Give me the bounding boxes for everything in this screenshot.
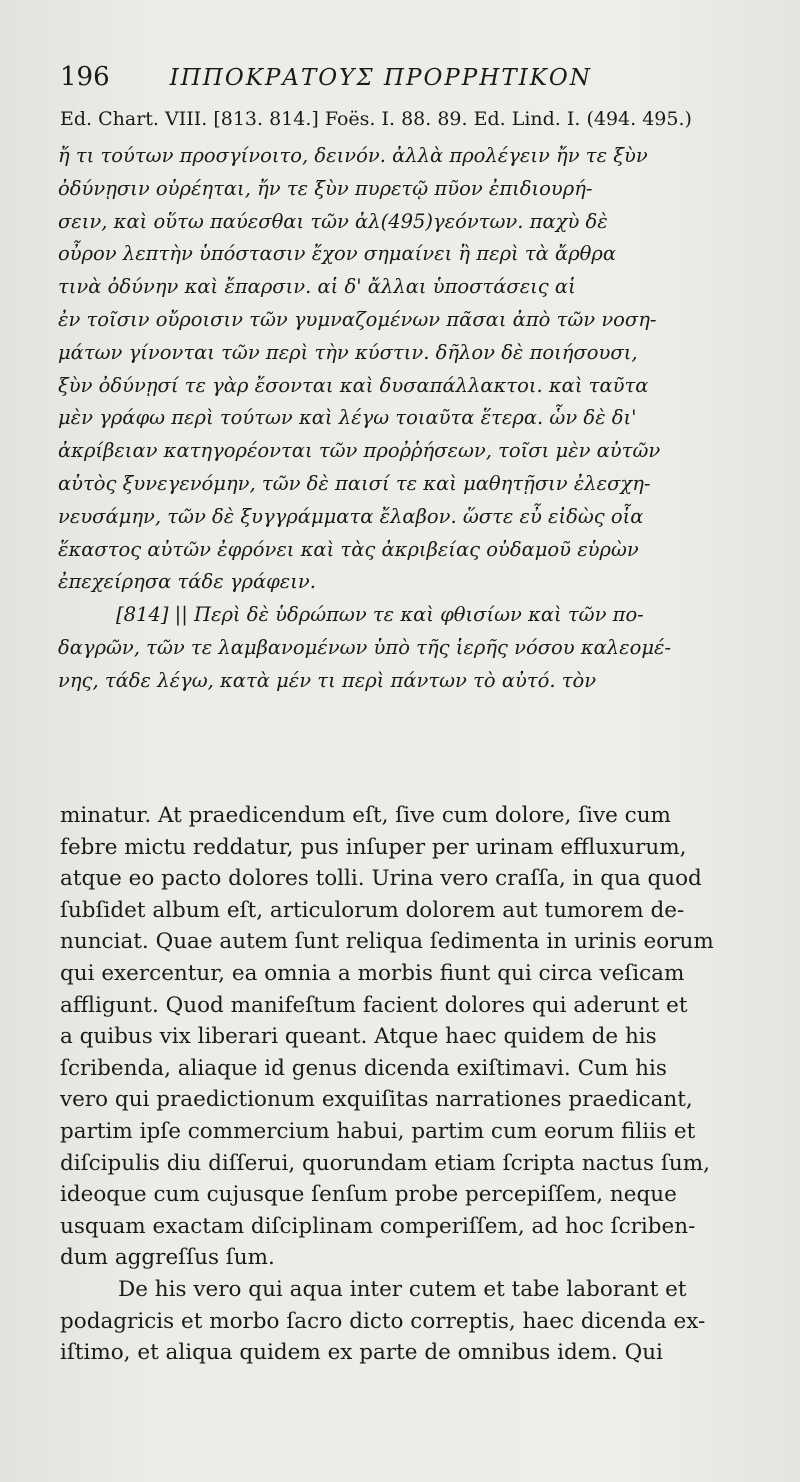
page-header xyxy=(60,62,770,92)
edition-reference-line: Ed. Chart. VIII. [813. 814.] Foës. I. 88. 89. Ed. Lind. I. (494. 495.) xyxy=(60,108,692,130)
latin-line: partim ipſe commercium habui, partim cum eorum filiis et xyxy=(60,1118,696,1144)
greek-line: νης, τάδε λέγω, κατὰ μέν τι περὶ πάντων τὸ αὐτό. τὸν xyxy=(58,668,597,692)
latin-line: atque eo pacto dolores tolli. Urina vero craſſa, in qua quod xyxy=(60,866,702,892)
latin-line: nunciat. Quae autem ſunt reliqua ſedimenta in urinis eorum xyxy=(60,929,714,955)
latin-line: a quibus vix liberari queant. Atque haec quidem de his xyxy=(60,1024,657,1050)
greek-line: νευσάμην, τῶν δὲ ξυγγράμματα ἔλαβον. ὥστε εὖ εἰδὼς οἷα xyxy=(58,504,644,528)
latin-line: De his vero qui aqua inter cutem et tabe laborant et xyxy=(118,1276,687,1302)
greek-line: ἀκρίβειαν κατηγορέονται τῶν προῤῥήσεων, τοῖσι μὲν αὐτῶν xyxy=(58,439,661,463)
latin-line: qui exercentur, ea omnia a morbis fiunt qui circa veſicam xyxy=(60,960,685,986)
latin-line: vero qui praedictionum exquiſitas narrationes praedicant, xyxy=(60,1087,693,1113)
greek-line: οὖρον λεπτὴν ὑπόστασιν ἔχον σημαίνει ἢ περὶ τὰ ἄρθρα xyxy=(58,242,617,266)
latin-line: diſcipulis diu diſſerui, quorundam etiam ſcripta nactus ſum, xyxy=(60,1150,710,1176)
greek-line: τινὰ ὀδύνην καὶ ἔπαρσιν. αἱ δ' ἄλλαι ὑποστάσεις αἱ xyxy=(58,275,576,299)
latin-line: affligunt. Quod manifeſtum facient dolores qui aderunt et xyxy=(60,992,688,1018)
latin-text-block xyxy=(60,800,784,1369)
greek-line: ἐπεχείρησα τάδε γράφειν. xyxy=(58,570,316,594)
greek-line: ἤ τι τούτων προσγίνοιτο, δεινόν. ἀλλὰ προλέγειν ἤν τε ξὺν xyxy=(58,144,648,167)
latin-line: minatur. At praedicendum eſt, ſive cum dolore, ſive cum xyxy=(60,803,671,828)
latin-line: ideoque cum cujusque ſenſum probe percepiſſem, neque xyxy=(60,1182,677,1208)
latin-line: usquam exactam diſciplinam comperiſſem, ad hoc ſcriben- xyxy=(60,1213,696,1239)
greek-line: δαγρῶν, τῶν τε λαμβανομένων ὑπὸ τῆς ἱερῆς νόσου καλεομέ- xyxy=(58,635,672,659)
greek-line: ὀδύνῃσιν οὐρέηται, ἤν τε ξὺν πυρετῷ πῦον ἐπιδιουρή- xyxy=(58,176,593,200)
page-number: 196 xyxy=(60,62,110,92)
greek-line: [814] || Περὶ δὲ ὑδρώπων τε καὶ φθισίων καὶ τῶν πο- xyxy=(116,603,644,627)
greek-line: ξὺν ὀδύνῃσί τε γὰρ ἔσονται καὶ δυσαπάλλακτοι. καὶ ταῦτα xyxy=(58,373,649,397)
greek-line: σειν, καὶ οὕτω παύεσθαι τῶν ἀλ(495)γεόντων. παχὺ δὲ xyxy=(58,209,608,233)
running-title: ΙΠΠΟΚΡΑΤΟΥΣ ΠΡΟΡΡΗΤΙΚΟΝ xyxy=(169,65,592,91)
latin-line: febre mictu reddatur, pus inſuper per urinam effluxurum, xyxy=(60,834,687,860)
latin-line: podagricis et morbo ſacro dicto correptis, haec dicenda ex- xyxy=(60,1308,706,1334)
latin-line: ſubſidet album eſt, articulorum dolorem aut tumorem de- xyxy=(60,897,685,923)
latin-line: iſtimo, et aliqua quidem ex parte de omnibus idem. Qui xyxy=(60,1340,663,1366)
greek-line: αὐτὸς ξυνεγενόμην, τῶν δὲ παισί τε καὶ μαθητῇσιν ἐλεσχη- xyxy=(58,471,651,495)
greek-line: ἕκαστος αὐτῶν ἐφρόνει καὶ τὰς ἀκριβείας οὐδαμοῦ εὑρὼν xyxy=(58,537,639,561)
greek-line: μὲν γράφω περὶ τούτων καὶ λέγω τοιαῦτα ἕτερα. ὧν δὲ δι' xyxy=(58,406,637,430)
greek-line: ἐν τοῖσιν οὔροισιν τῶν γυμναζομένων πᾶσαι ἀπὸ τῶν νοση- xyxy=(58,307,657,331)
greek-text-block xyxy=(58,140,786,698)
latin-line: ſcribenda, aliaque id genus dicenda exiſtimavi. Cum his xyxy=(60,1055,667,1081)
latin-line: dum aggreſſus ſum. xyxy=(60,1245,275,1271)
greek-line: μάτων γίνονται τῶν περὶ τὴν κύστιν. δῆλον δὲ ποιήσουσι, xyxy=(58,340,638,364)
